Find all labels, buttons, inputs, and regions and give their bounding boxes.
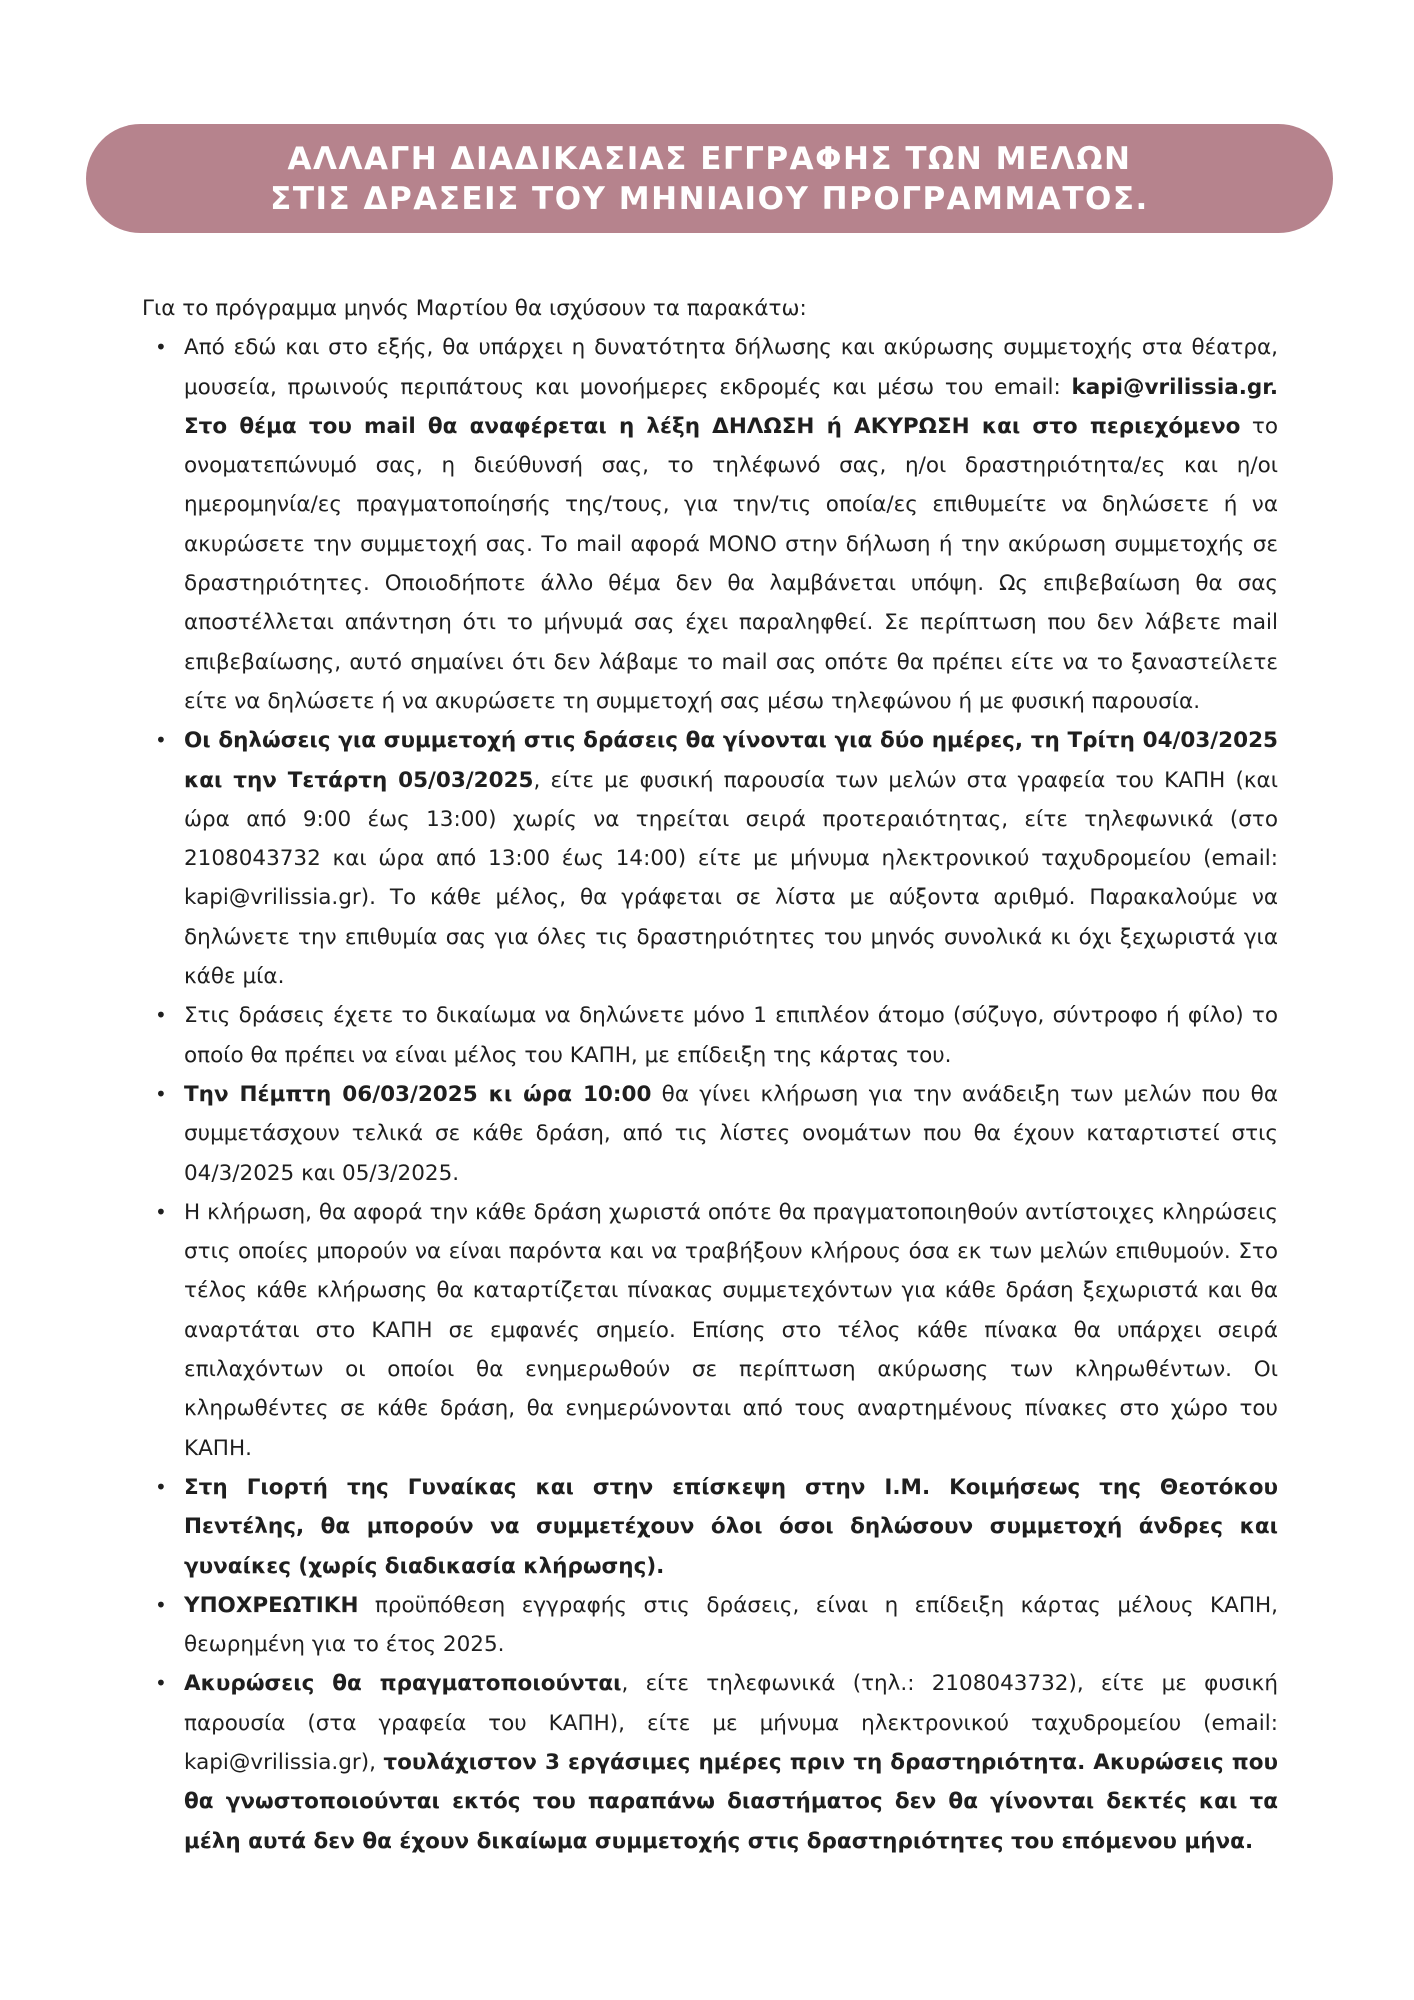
item-bold-text: Στη Γιορτή της Γυναίκας και στην επίσκεψη στην Ι.Μ. Κοιμήσεως της Θεοτόκου Πεντέλης, θα μπορούν να συμμετέχουν όλοι όσοι δηλώσουν συμμετοχή άνδρες και γυναίκες (χωρίς διαδικασία κλήρωσης). [184, 1474, 1278, 1579]
bullet-icon: • [155, 728, 167, 753]
item-text: Από εδώ και στο εξής, θα υπάρχει η δυνατότητα δήλωσης και ακύρωσης συμμετοχής στα θέατρα, μουσεία, πρωινούς περιπάτους και μονοήμερες εκδρομές και μέσω του email: [184, 335, 1278, 400]
item-text: , είτε με φυσική παρουσία των μελών στα γραφεία του ΚΑΠΗ (και ώρα από 9:00 έως 13:00) χωρίς να τηρείται σειρά προτεραιότητας, είτε τηλεφωνικά (στο 2108043732 και ώρα από 13:00 έως 14:00) είτε με μήνυμα ηλεκτρονικού ταχυδρομείου (email: kapi@vrilissia.gr). Το κάθε μέλος, θα γράφεται σε λίστα με αύξοντα αριθμό. Παρακαλούμε να δηλώνετε την επιθυμία σας για όλες τις δραστηριότητες του μηνός συνολικά κι όχι ξεχωριστά για κάθε μία. [184, 767, 1278, 990]
bullet-icon: • [155, 1592, 167, 1617]
list-item-cancellations [155, 1664, 1279, 1860]
bullet-icon: • [155, 1474, 167, 1499]
document-body [142, 289, 1278, 1861]
item-text: , είτε τηλεφωνικά (τηλ.: 2108043732), είτε με φυσική παρουσία (στα γραφεία του ΚΑΠΗ), είτε με μήνυμα ηλεκτρονικού ταχυδρομείου (email: kapi@vrilissia.gr), [184, 1671, 1278, 1775]
list-item-extra-person [155, 996, 1278, 1075]
item-bold-text: ΥΠΟΧΡΕΩΤΙΚΗ [184, 1592, 359, 1618]
bullet-icon: • [155, 1081, 167, 1106]
item-bold-text: τουλάχιστον 3 εργάσιμες ημέρες πριν τη δραστηριότητα. Ακυρώσεις που θα γνωστοποιούνται εκτός του παραπάνω διαστήματος δεν θα γίνονται δεκτές και τα μέλη αυτά δεν θα έχουν δικαίωμα συμμετοχής στις δραστηριότητες του επόμενου μήνα. [184, 1749, 1279, 1854]
item-text: το ονοματεπώνυμό σας, η διεύθυνσή σας, το τηλέφωνό σας, η/οι δραστηριότητα/ες και η/οι ημερομηνία/ες πραγματοποίησής της/τους, για την/τις οποία/ες επιθυμείτε να δηλώσετε ή να ακυρώσετε την συμμετοχή σας. Το mail αφορά ΜΟΝΟ στην δήλωση ή την ακύρωση συμμετοχής σε δραστηριότητες. Οποιοδήποτε άλλο θέμα δεν θα λαμβάνεται υπόψη. Ως επιβεβαίωση θα σας αποστέλλεται απάντηση ότι το μήνυμά σας έχει παραληφθεί. Σε περίπτωση που δεν λάβετε mail επιβεβαίωσης, αυτό σημαίνει ότι δεν λάβαμε το mail σας οπότε θα πρέπει είτε να το ξαναστείλετε είτε να δηλώσετε ή να ακυρώσετε τη συμμετοχή σας μέσω τηλεφώνου ή με φυσική παρουσία. [184, 413, 1278, 714]
item-bold-text: kapi@vrilissia.gr. Στο θέμα του mail θα αναφέρεται η λέξη ΔΗΛΩΣΗ ή ΑΚΥΡΩΣΗ και στο περιεχόμενο [184, 374, 1278, 439]
item-text: προϋπόθεση εγγραφής στις δράσεις, είναι η επίδειξη κάρτας μέλους ΚΑΠΗ, θεωρημένη για το έτος 2025. [184, 1592, 1278, 1658]
bullet-icon: • [155, 1199, 167, 1224]
item-bold-text: Οι δηλώσεις για συμμετοχή στις δράσεις θα γίνονται για δύο ημέρες, τη Τρίτη 04/03/2025 και την Τετάρτη 05/03/2025 [184, 728, 1278, 793]
title-line-2: ΣΤΙΣ ΔΡΑΣΕΙΣ ΤΟΥ ΜΗΝΙΑΙΟΥ ΠΡΟΓΡΑΜΜΑΤΟΣ. [270, 180, 1149, 217]
list-item-member-card [155, 1586, 1278, 1665]
list-item-email-registration [155, 328, 1278, 721]
list-item-registration-dates [155, 721, 1278, 996]
bullet-icon: • [155, 1671, 167, 1696]
intro-text: Για το πρόγραμμα μηνός Μαρτίου θα ισχύσουν τα παρακάτω: [142, 296, 807, 321]
item-text: Στις δράσεις έχετε το δικαίωμα να δηλώνετε μόνο 1 επιπλέον άτομο (σύζυγο, σύντροφο ή φίλο) το οποίο θα πρέπει να είναι μέλος του ΚΑΠΗ, με επίδειξη της κάρτας του. [184, 1003, 1278, 1068]
list-item-lottery-date [155, 1075, 1278, 1193]
bullet-icon: • [155, 1003, 167, 1028]
list-item-womens-day [155, 1468, 1278, 1586]
bullet-icon: • [155, 335, 167, 360]
title-line-1: ΑΛΛΑΓΗ ΔΙΑΔΙΚΑΣΙΑΣ ΕΓΓΡΑΦΗΣ ΤΩΝ ΜΕΛΩΝ [287, 140, 1132, 177]
title-banner [86, 124, 1333, 233]
item-text: θα γίνει κλήρωση για την ανάδειξη των μελών που θα συμμετάσχουν τελικά σε κάθε δράση, από τις λίστες ονομάτων που θα έχουν καταρτιστεί στις 04/3/2025 και 05/3/2025. [184, 1081, 1278, 1186]
item-text: Η κλήρωση, θα αφορά την κάθε δράση χωριστά οπότε θα πραγματοποιηθούν αντίστοιχες κληρώσεις στις οποίες μπορούν να είναι παρόντα και να τραβήξουν κλήρους όσα εκ των μελών επιθυμούν. Στο τέλος κάθε κλήρωσης θα καταρτίζεται πίνακας συμμετεχόντων για κάθε δράση ξεχωριστά και θα αναρτάται στο ΚΑΠΗ σε εμφανές σημείο. Επίσης στο τέλος κάθε πίνακα θα υπάρχει σειρά επιλαχόντων οι οποίοι θα ενημερωθούν σε περίπτωση ακύρωσης των κληρωθέντων. Οι κληρωθέντες σε κάθε δράση, θα ενημερώνονται από τους αναρτημένους πίνακες στο χώρο του ΚΑΠΗ. [184, 1199, 1278, 1461]
list-item-lottery-process [155, 1193, 1278, 1468]
item-bold-text: Την Πέμπτη 06/03/2025 κι ώρα 10:00 [184, 1081, 652, 1107]
rules-list [142, 328, 1278, 1861]
item-bold-text: Ακυρώσεις θα πραγματοποιούνται [184, 1671, 622, 1697]
